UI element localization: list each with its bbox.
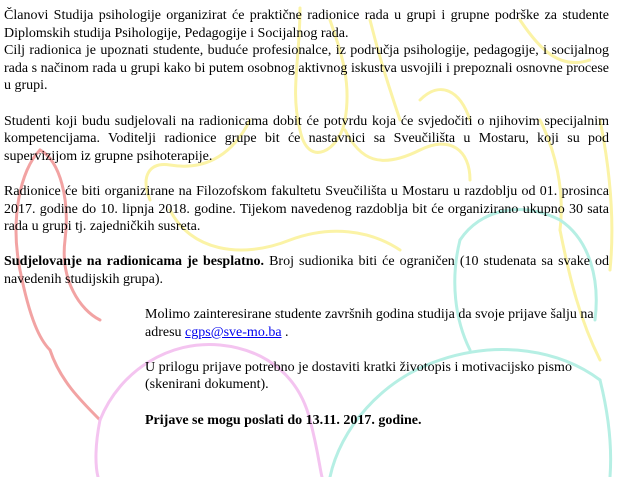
application-address-paragraph [145, 306, 608, 341]
free-participation-notice: Sudjelovanje na radionicama je besplatno. [4, 254, 265, 270]
attachments-paragraph: U prilogu prijave potrebno je dostaviti kratki životopis i motivacijsko pismo (skenirani dokument). [145, 359, 572, 393]
intro-line-2: Cilj radionica je upoznati studente, buduće profesionalce, iz područja psihologije, pedagogije, i socijalnog rada s načinom rada u grupi kako bi putem osobnog aktivnog iskustva usvojili i prepoznali osnovne procese u grupi. [4, 43, 609, 94]
deadline-notice: Prijave se mogu poslati do 13.11. 2017. godine. [145, 412, 422, 428]
certificate-paragraph: Studenti koji budu sudjelovali na radionicama dobit će potvrdu koja će svjedočiti o njihovim specijalnim kompetencijama. Voditelji radionice grupe bit će nastavnici sa Sveučilišta u Mostaru, koji su pod supervizijom iz grupne psihoterapije. [4, 113, 609, 164]
application-instructions [145, 306, 608, 429]
application-request-text: Molimo zainteresirane studente završnih godina studija da svoje prijave šalju na adresu [145, 307, 594, 340]
intro-line-1: Članovi Studija psihologije organizirat će praktične radionice rada u grupi i grupne podrške za studente Diplomskih studija Psihologije, Pedagogije i Socijalnog rada. [4, 8, 609, 41]
document-body [4, 7, 609, 447]
email-link[interactable]: cgps@sve-mo.ba [185, 324, 282, 340]
intro-paragraph [4, 7, 609, 95]
participation-paragraph [4, 253, 609, 288]
participant-limit-text: Broj sudionika biti će ograničen (10 studenata sa svake od navedenih studijskih grupa). [4, 254, 609, 287]
application-request-end: . [281, 324, 289, 340]
schedule-paragraph: Radionice će biti organizirane na Filozofskom fakultetu Sveučilišta u Mostaru u razdoblju od 01. prosinca 2017. godine do 10. lipnja 2018. godine. Tijekom navedenog razdoblja bit će organizirano ukupno 30 sata rada u grupi tj. zajedničkih susreta. [4, 183, 609, 235]
